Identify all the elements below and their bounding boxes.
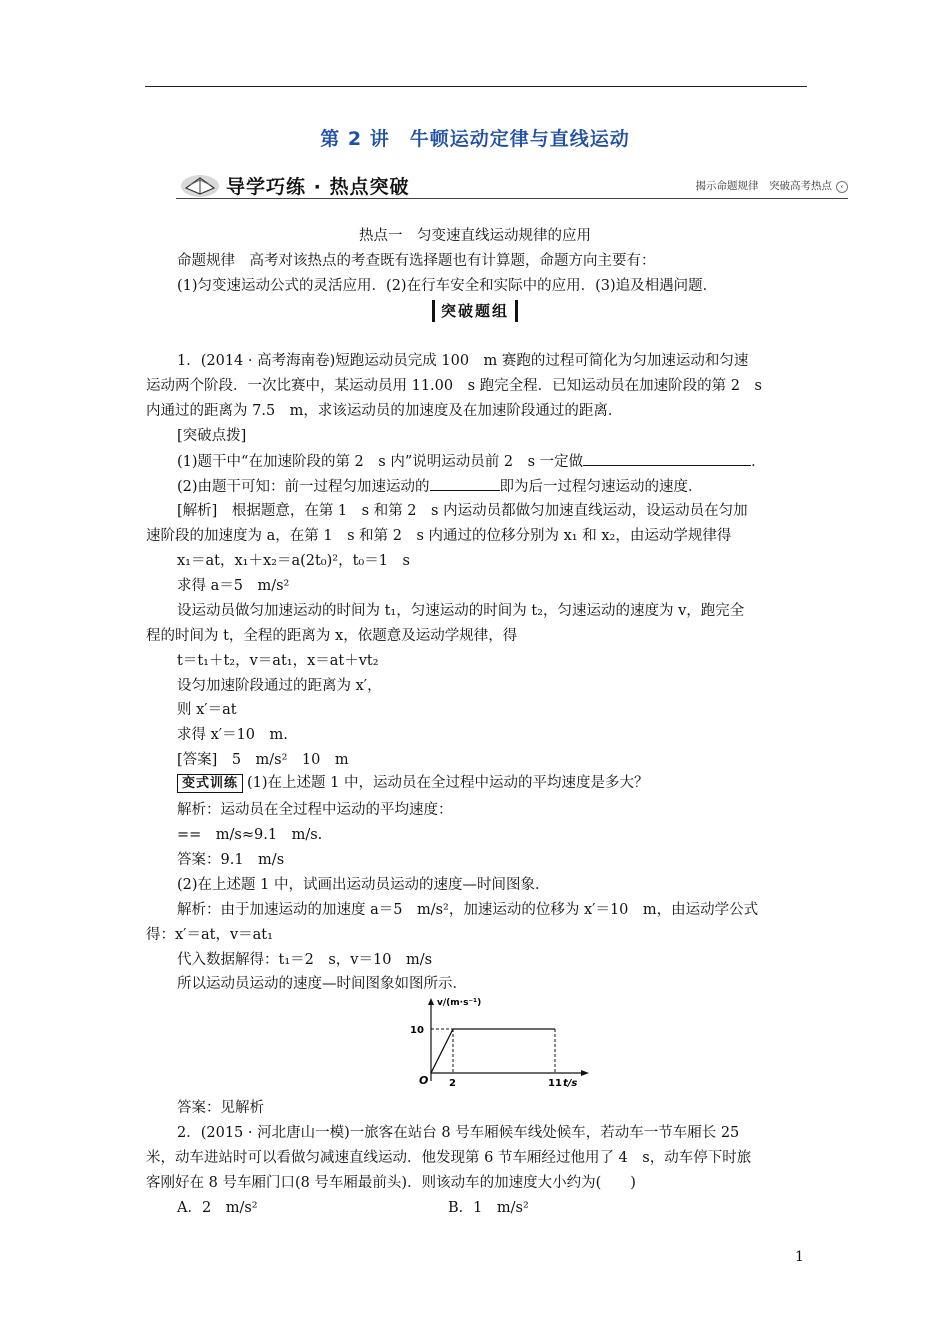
origin-label: O <box>419 1074 429 1087</box>
answer-blank <box>583 451 751 466</box>
text-line: 答案：9.1 m/s <box>177 852 285 868</box>
text-line: 代入数据解得：t₁＝2 s，v＝10 m/s <box>177 952 433 968</box>
text-line: 解析：运动员在全过程中运动的平均速度： <box>177 802 453 818</box>
hotspot-heading: 热点一 匀变速直线运动规律的应用 <box>359 228 591 244</box>
option-a: A．2 m/s² <box>177 1200 258 1216</box>
text-line: 得：x′＝at，v＝at₁ <box>146 927 273 943</box>
group-tag: 突破题组 <box>0 300 950 322</box>
text-line: 答案：见解析 <box>177 1100 264 1116</box>
text-line: 2．(2015 · 河北唐山一模)一旅客在站台 8 号车厢候车线处候车，若动车一节车厢长 25 <box>177 1125 740 1141</box>
text-line: 内通过的距离为 7.5 m，求该运动员的加速度及在加速阶段通过的距离． <box>146 403 623 419</box>
text-line: (1)题干中“在加速阶段的第 2 s 内”说明运动员前 2 s 一定做 ． <box>177 451 766 472</box>
text-line: [解析] 根据题意，在第 1 s 和第 2 s 内运动员都做匀加速直线运动，设运动员在匀加 <box>177 503 748 519</box>
text-line: == m/s≈9.1 m/s. <box>177 827 323 843</box>
text-line: 求得 x′＝10 m. <box>177 727 288 743</box>
text-line: 客刚好在 8 号车厢门口(8 号车厢最前头)．则该动车的加速度大小约为( ) <box>146 1175 636 1191</box>
section-banner <box>176 168 848 204</box>
text-line: t＝t₁＋t₂，v＝at₁，x＝at＋vt₂ <box>177 653 379 669</box>
x-axis-arrow <box>581 1070 589 1076</box>
text-line: 命题规律 高考对该热点的考查既有选择题也有计算题，命题方向主要有： <box>177 253 656 269</box>
answer-line: [答案] 5 m/s² 10 m <box>177 752 349 768</box>
text-line: 设运动员做匀加速运动的时间为 t₁，匀速运动的时间为 t₂，匀速运动的速度为 v，跑完全 <box>177 603 745 619</box>
answer-blank <box>430 476 500 491</box>
y-tick-label: 10 <box>410 1025 424 1036</box>
text-line: (2)在上述题 1 中，试画出运动员运动的速度—时间图象． <box>177 877 550 893</box>
text-line: 米，动车进站时可以看做匀减速直线运动．他发现第 6 节车厢经过他用了 4 s，动车停下时旅 <box>146 1150 752 1166</box>
x-tick-label: 2 <box>449 1078 456 1088</box>
text-line: 速阶段的加速度为 a，在第 1 s 和第 2 s 内通过的位移分别为 x₁ 和 x₂，由运动学规律得 <box>146 528 732 544</box>
velocity-time-graph <box>395 996 595 1092</box>
banner-subtitle: 揭示命题规律 突破高考热点 ‹ <box>696 178 849 193</box>
page-title: 第 2 讲 牛顿运动定律与直线运动 <box>320 128 630 150</box>
y-axis-label: v/(m·s⁻¹) <box>437 998 482 1008</box>
text-line: 则 x′＝at <box>177 702 237 718</box>
x-tick-label: 11 <box>548 1078 562 1088</box>
x-axis-label: t/s <box>563 1078 578 1088</box>
text-line: x₁＝at，x₁＋x₂＝a(2t₀)²，t₀＝1 s <box>177 553 410 569</box>
variant-tag: 变式训练 <box>177 774 243 793</box>
text-line: 1．(2014 · 高考海南卷)短跑运动员完成 100 m 赛跑的过程可简化为匀加速运动和匀速 <box>177 353 749 369</box>
text-line: (2)由题干可知：前一过程匀加速运动的 即为后一过程匀速运动的速度． <box>177 476 703 497</box>
text-line: 设匀加速阶段通过的距离为 x′， <box>177 678 382 694</box>
banner-divider <box>176 198 848 199</box>
text-line: 程的时间为 t，全程的距离为 x，依题意及运动学规律，得 <box>146 628 518 644</box>
acceleration-segment <box>431 1029 453 1073</box>
text-line: (1)匀变速运动公式的灵活应用．(2)在行车安全和实际中的应用．(3)追及相遇问题． <box>177 278 718 294</box>
text-line: [突破点拨] <box>177 428 247 444</box>
chevron-left-icon: ‹ <box>836 181 848 193</box>
text-line: 求得 a＝5 m/s² <box>177 578 290 594</box>
text-line: 运动两个阶段．一次比赛中，某运动员用 11.00 s 跑完全程．已知运动员在加速阶段的第 2 s <box>146 378 762 394</box>
option-b: B．1 m/s² <box>448 1200 529 1216</box>
top-rule <box>145 86 807 87</box>
y-axis-arrow <box>428 998 434 1005</box>
text-line: 解析：由于加速运动的加速度 a＝5 m/s²，加速运动的位移为 x′＝10 m，由运动学公式 <box>177 902 759 918</box>
page-number: 1 <box>795 1249 804 1265</box>
banner-title: 导学巧练 · 热点突破 <box>226 176 410 198</box>
text-line: 所以运动员运动的速度—时间图象如图所示． <box>177 976 467 992</box>
variant-line: 变式训练 (1)在上述题 1 中，运动员在全过程中运动的平均速度是多大？ <box>177 773 649 793</box>
